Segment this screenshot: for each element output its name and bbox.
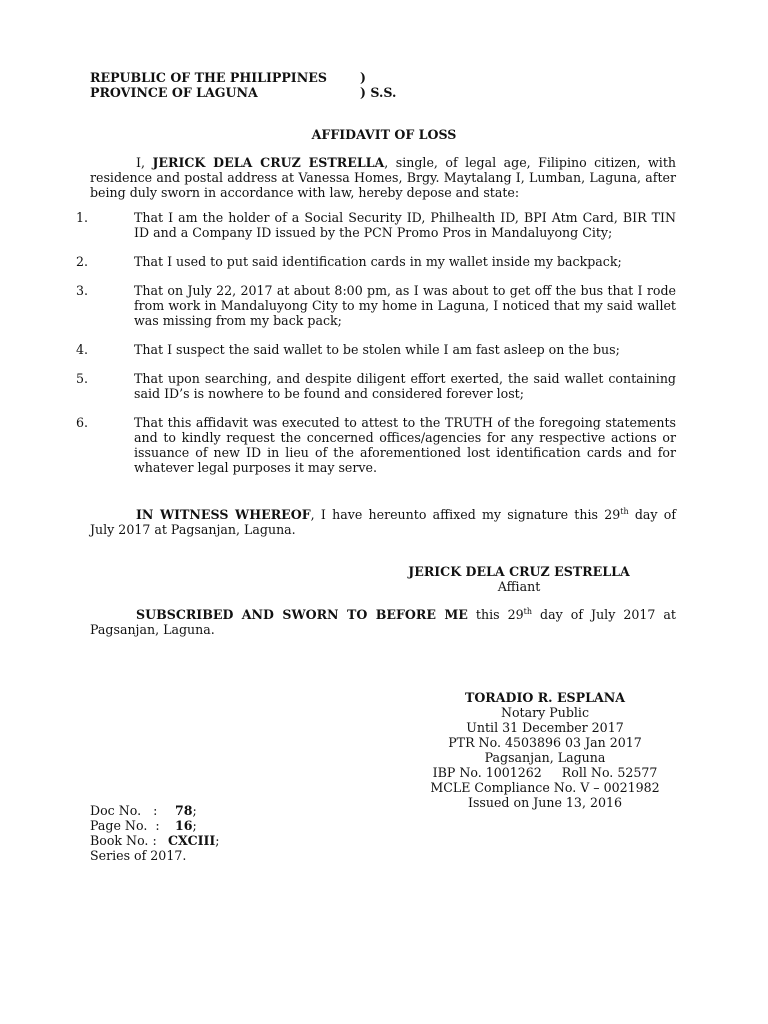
item-text: That I am the holder of a Social Security ID, Philhealth ID, BPI Atm Card, BIR TIN ID and a Company ID issued by the PCN Promo Pros in Mandaluyong City; bbox=[134, 210, 676, 240]
item-number: 4. bbox=[75, 342, 88, 357]
list-item bbox=[75, 371, 676, 401]
item-text: That I suspect the said wallet to be stolen while I am fast asleep on the bus; bbox=[134, 342, 620, 357]
document-title: AFFIDAVIT OF LOSS bbox=[311, 127, 457, 142]
caption-ss: ) S.S. bbox=[360, 85, 397, 100]
doc-number-value: 78; bbox=[175, 803, 197, 818]
list-item bbox=[75, 210, 676, 240]
list-item bbox=[75, 342, 676, 357]
jurat-clause bbox=[90, 607, 676, 637]
notary-block bbox=[400, 690, 690, 810]
item-number: 2. bbox=[75, 254, 88, 269]
affiant-name: JERICK DELA CRUZ ESTRELLA bbox=[408, 564, 630, 579]
item-number: 5. bbox=[75, 371, 88, 386]
series-label: Series of 2017. bbox=[90, 848, 187, 863]
list-item bbox=[75, 283, 676, 328]
item-text: That upon searching, and despite diligent effort exerted, the said wallet containing said ID’s is nowhere to be found and considered forever lost; bbox=[134, 371, 676, 401]
page-number-value: 16; bbox=[175, 818, 197, 833]
notary-issued: Issued on June 13, 2016 bbox=[467, 795, 623, 810]
intro-text: , single, of legal age, Filipino citizen, with residence and postal address at Vanessa Homes, Brgy. Maytalang I, Lumban, Laguna, after being duly sworn in accordance with law, hereby depose and state: bbox=[90, 155, 676, 200]
item-text: That on July 22, 2017 at about 8:00 pm, as I was about to get off the bus that I rode from work in Mandaluyong City to my home in Laguna, I noticed that my said wallet was missing from my back pack; bbox=[134, 283, 676, 328]
list-item bbox=[75, 415, 676, 475]
caption-republic: REPUBLIC OF THE PHILIPPINES bbox=[90, 70, 327, 85]
notary-title: Notary Public bbox=[500, 705, 590, 720]
intro-paragraph bbox=[90, 155, 676, 200]
book-number-value: CXCIII; bbox=[168, 833, 220, 848]
jurat-text-1: this 29 bbox=[467, 607, 524, 622]
jurat-text-2: day of July 2017 at Pagsanjan, Laguna. bbox=[90, 607, 676, 637]
caption-province: PROVINCE OF LAGUNA bbox=[90, 85, 258, 100]
page-number-label: Page No. : bbox=[90, 818, 160, 833]
witness-text-1: , I have hereunto affixed my signature this 29 bbox=[310, 507, 621, 522]
intro-prefix: I, bbox=[136, 155, 153, 170]
item-number: 3. bbox=[75, 283, 88, 298]
doc-number-label: Doc No. : bbox=[90, 803, 158, 818]
list-item bbox=[75, 254, 676, 269]
notary-place: Pagsanjan, Laguna bbox=[484, 750, 606, 765]
witness-clause bbox=[90, 507, 676, 537]
item-text: That this affidavit was executed to attest to the TRUTH of the foregoing statements and to kindly request the concerned offices/agencies for any respective actions or issuance of new ID in lieu of the aforementioned lost identification cards and for whatever legal purposes it may serve. bbox=[134, 415, 676, 475]
item-number: 1. bbox=[75, 210, 88, 225]
book-number-label: Book No. : bbox=[90, 833, 157, 848]
notary-ibp-roll: IBP No. 1001262 Roll No. 52577 bbox=[432, 765, 658, 780]
witness-lead: IN WITNESS WHEREOF bbox=[136, 507, 311, 522]
witness-text-2: day of July 2017 at Pagsanjan, Laguna. bbox=[90, 507, 676, 537]
notary-name: TORADIO R. ESPLANA bbox=[464, 690, 626, 705]
jurat-ordinal: th bbox=[523, 606, 533, 616]
notary-ptr: PTR No. 4503896 03 Jan 2017 bbox=[448, 735, 642, 750]
witness-ordinal: th bbox=[620, 506, 629, 516]
caption-paren-1: ) bbox=[360, 70, 366, 85]
item-number: 6. bbox=[75, 415, 88, 430]
notary-commission: Until 31 December 2017 bbox=[466, 720, 624, 735]
statement-list bbox=[75, 210, 676, 489]
item-text: That I used to put said identification cards in my wallet inside my backpack; bbox=[134, 254, 622, 269]
affiant-signature-block bbox=[360, 564, 678, 594]
notary-mcle: MCLE Compliance No. V – 0021982 bbox=[430, 780, 660, 795]
jurat-lead: SUBSCRIBED AND SWORN TO BEFORE ME bbox=[136, 607, 468, 622]
affiant-role: Affiant bbox=[497, 579, 541, 594]
affiant-name-intro: JERICK DELA CRUZ ESTRELLA bbox=[152, 155, 385, 170]
